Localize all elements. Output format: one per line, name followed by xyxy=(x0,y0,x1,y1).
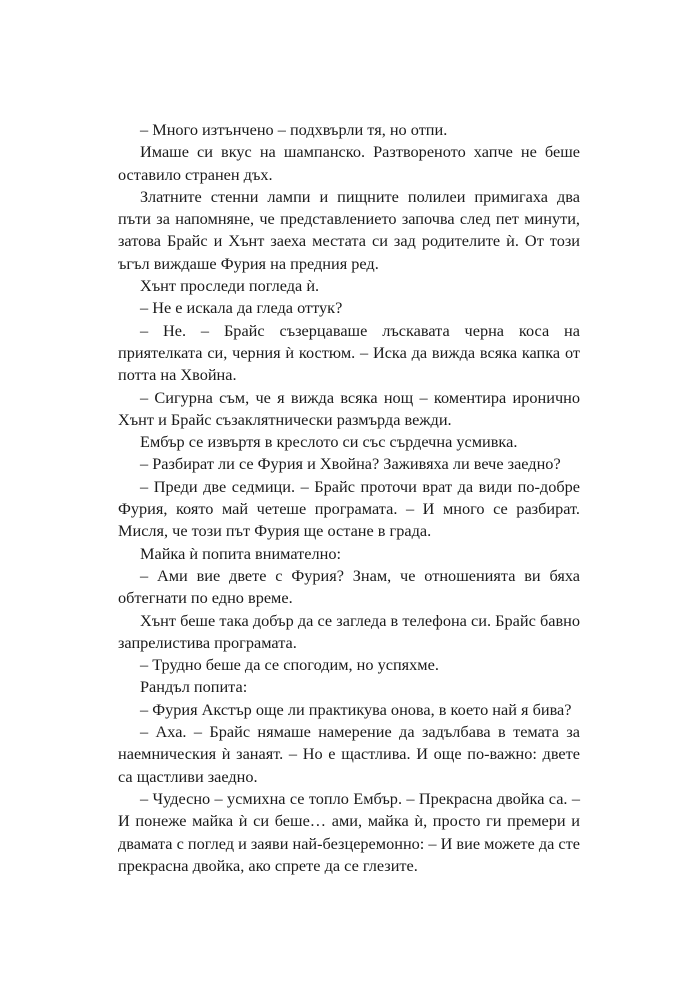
paragraph: Майка ѝ попита внимателно: xyxy=(140,543,342,563)
paragraph: – Фурия Акстър още ли практикува онова, в което най я бива? xyxy=(140,699,572,719)
paragraph: – Сигурна съм, че я вижда всяка нощ – коментира иронично Хънт и Брайс съзаклятнически размърда вежди. xyxy=(118,387,580,429)
paragraph: Ембър се извъртя в креслото си със сърдечна усмивка. xyxy=(140,432,518,452)
paragraph: – Много изтънчено – подхвърли тя, но отпи. xyxy=(140,120,448,139)
paragraph: – Не е искала да гледа оттук? xyxy=(140,298,343,318)
paragraph: – Преди две седмици. – Брайс проточи врат да види по-добре Фурия, която май четеше програмата. – И много се разбират. Мисля, че този път Фурия ще остане в града. xyxy=(118,476,580,541)
paragraph: Хънт беше така добър да се загледа в телефона си. Брайс бавно запрелистива програмата. xyxy=(118,610,580,652)
paragraph: – Разбират ли се Фурия и Хвойна? Заживяха ли вече заедно? xyxy=(140,454,561,474)
paragraph: Хънт проследи погледа ѝ. xyxy=(140,276,320,296)
paragraph: – Ами вие двете с Фурия? Знам, че отношенията ви бяха обтегнати по едно време. xyxy=(118,565,580,608)
paragraph: – Аха. – Брайс нямаше намерение да задълбава в темата за наемническия ѝ занаят. – Но е щастлива. И още по-важно: двете са щастливи заедно. xyxy=(118,722,580,786)
page-body xyxy=(118,119,580,877)
paragraph: – Трудно беше да се спогодим, но успяхме. xyxy=(140,655,439,675)
paragraph: – Чудесно – усмихна се топло Ембър. – Прекрасна двойка са. – И понеже майка ѝ си беше… ами, майка ѝ, просто ги премери и двамата с поглед и заяви най-безцеремонно: – И вие можете да сте прекрасна двойка, ако спрете да се глезите. xyxy=(118,788,580,875)
paragraph: Имаше си вкус на шампанско. Разтвореното хапче не беше оставило странен дъх. xyxy=(118,142,580,184)
paragraph: Рандъл попита: xyxy=(140,677,248,697)
paragraph: Златните стенни лампи и пищните полилеи примигаха два пъти за напомняне, че представлението започва след пет минути, затова Брайс и Хънт заеха местата си зад родителите ѝ. От този ъгъл виждаше Фурия на предния ред. xyxy=(118,186,580,273)
paragraph: – Не. – Брайс съзерцаваше лъскавата черна коса на приятелката си, черния ѝ костюм. – Иска да вижда всяка капка от потта на Хвойна. xyxy=(118,320,580,385)
